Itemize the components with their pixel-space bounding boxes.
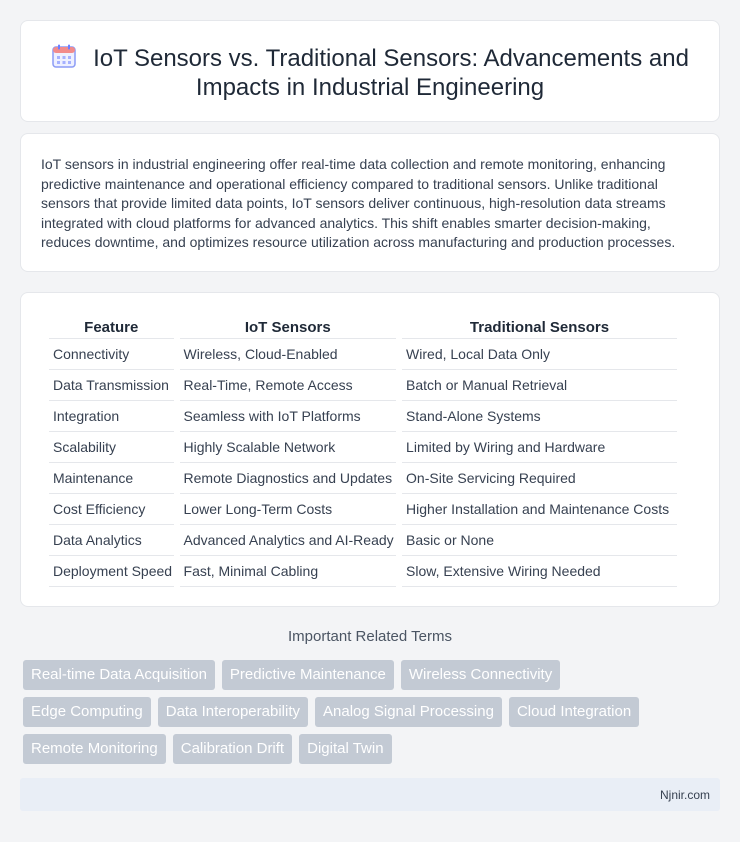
feature-cell: Deployment Speed [49,556,174,587]
related-terms-list [23,660,723,771]
footer-site-link[interactable]: Njnir.com [659,788,710,802]
feature-cell: Connectivity [49,339,174,370]
term-tag[interactable]: Cloud Integration [509,697,639,727]
comparison-table [43,315,683,587]
iot-cell: Seamless with IoT Platforms [180,401,397,432]
term-tag[interactable]: Calibration Drift [173,734,292,764]
traditional-cell: On-Site Servicing Required [402,463,677,494]
title-card [20,20,720,122]
traditional-cell: Higher Installation and Maintenance Costs [402,494,677,525]
table-row [49,339,677,370]
feature-cell: Scalability [49,432,174,463]
intro-paragraph: IoT sensors in industrial engineering offer real-time data collection and remote monitoring, enhancing predictive maintenance and operational efficiency compared to traditional sensors. Unlike traditional sensors that provide limited data points, IoT sensors deliver continuous, high-resolution data streams integrated with cloud platforms for advanced analytics. This shift enables smarter decision-making, reduces downtime, and optimizes resource utilization across manufacturing and production processes. [41,156,676,250]
term-tag[interactable]: Remote Monitoring [23,734,166,764]
terms-row [23,697,723,727]
traditional-cell: Wired, Local Data Only [402,339,677,370]
title-line-1: IoT Sensors vs. Traditional Sensors: Advancements and [93,45,689,72]
table-row [49,401,677,432]
iot-cell: Real-Time, Remote Access [180,370,397,401]
iot-cell: Fast, Minimal Cabling [180,556,397,587]
iot-cell: Advanced Analytics and AI-Ready [180,525,397,556]
term-tag[interactable]: Real-time Data Acquisition [23,660,215,690]
iot-cell: Highly Scalable Network [180,432,397,463]
related-terms-heading: Important Related Terms [288,628,452,645]
feature-cell: Maintenance [49,463,174,494]
header-traditional-sensors: Traditional Sensors [402,315,677,339]
table-row [49,494,677,525]
traditional-cell: Basic or None [402,525,677,556]
feature-cell: Data Analytics [49,525,174,556]
header-feature: Feature [49,315,174,339]
term-tag[interactable]: Data Interoperability [158,697,308,727]
feature-cell: Integration [49,401,174,432]
title-line-2: Impacts in Industrial Engineering [195,74,545,101]
traditional-cell: Slow, Extensive Wiring Needed [402,556,677,587]
iot-cell: Remote Diagnostics and Updates [180,463,397,494]
term-tag[interactable]: Predictive Maintenance [222,660,394,690]
table-row [49,463,677,494]
traditional-cell: Batch or Manual Retrieval [402,370,677,401]
iot-cell: Lower Long-Term Costs [180,494,397,525]
calendar-icon [51,43,77,69]
traditional-cell: Stand-Alone Systems [402,401,677,432]
traditional-cell: Limited by Wiring and Hardware [402,432,677,463]
term-tag[interactable]: Edge Computing [23,697,151,727]
feature-cell: Cost Efficiency [49,494,174,525]
table-row [49,556,677,587]
feature-cell: Data Transmission [49,370,174,401]
header-iot-sensors: IoT Sensors [180,315,397,339]
term-tag[interactable]: Digital Twin [299,734,391,764]
table-header-row [49,315,677,339]
terms-row [23,734,723,764]
page-title [45,43,695,102]
table-row [49,432,677,463]
intro-card [20,133,720,272]
footer-bar [20,778,720,811]
table-row [49,370,677,401]
terms-row [23,660,723,690]
term-tag[interactable]: Wireless Connectivity [401,660,560,690]
term-tag[interactable]: Analog Signal Processing [315,697,502,727]
table-row [49,525,677,556]
iot-cell: Wireless, Cloud-Enabled [180,339,397,370]
comparison-card [20,292,720,607]
